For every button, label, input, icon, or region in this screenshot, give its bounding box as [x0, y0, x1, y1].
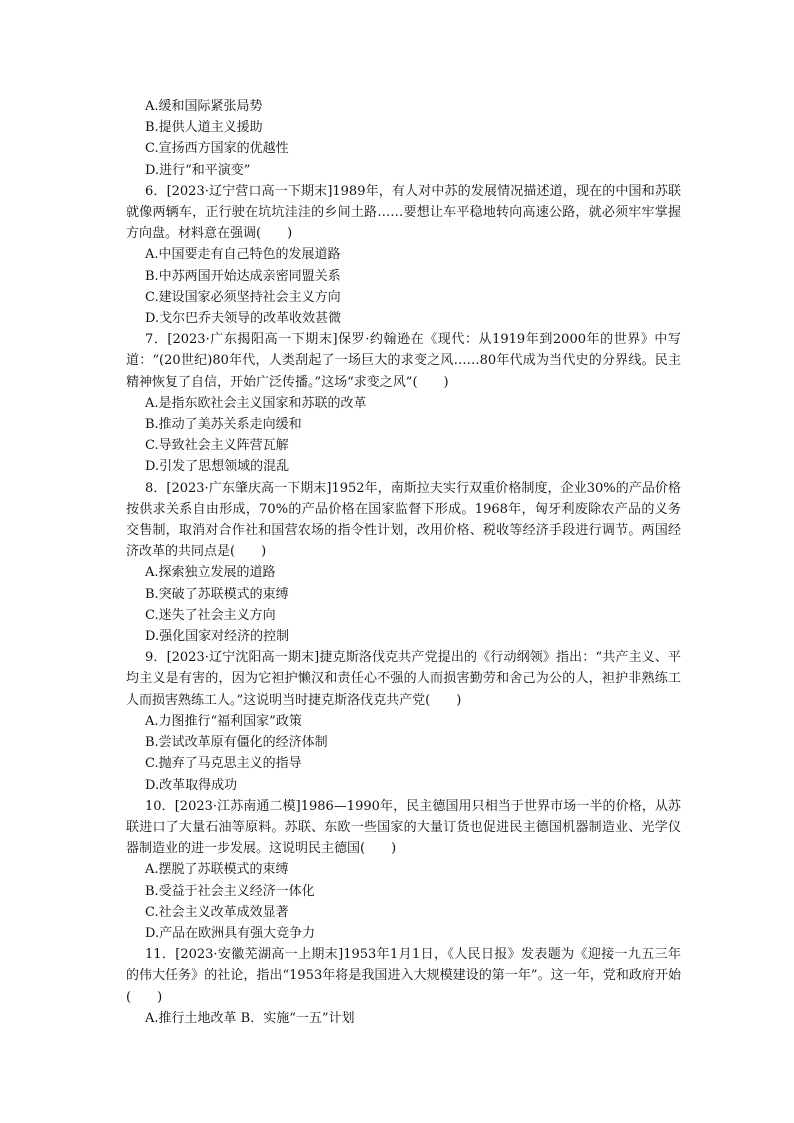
- question-10: [126, 796, 681, 944]
- option: A.是指东欧社会主义国家和苏联的改革: [145, 395, 367, 411]
- option: C.建设国家必须坚持社会主义方向: [145, 289, 341, 305]
- question-stem: 7．[2023·广东揭阳高一下期末]保罗·约翰逊在《现代：从1919年到2000年的世界》中写道：“(20世纪)80年代，人类刮起了一场巨大的求变之风……80年代成为当代史的分界线。民主精神恢复了自信，开始广泛传播。”这场“求变之风”( ): [126, 332, 681, 390]
- question-stem: 11．[2023·安徽芜湖高一上期末]1953年1月1日，《人民日报》发表题为《迎接一九五三年的伟大任务》的社论，指出“1953年将是我国进入大规模建设的第一年”。这一年，党和政府开始( ): [126, 947, 681, 1005]
- option: B.尝试改革原有僵化的经济体制: [145, 735, 328, 751]
- option: A.力图推行“福利国家”政策: [145, 713, 302, 729]
- question-7: [126, 329, 681, 477]
- option: D.改革取得成功: [145, 777, 238, 793]
- question-stem: 10．[2023·江苏南通二模]1986—1990年，民主德国用只相当于世界市场一半的价格，从苏联进口了大量石油等原料。苏联、东欧一些国家的大量订货也促进民主德国机器制造业、光学仪器制造业的进一步发展。这说明民主德国( ): [126, 798, 681, 857]
- question-9: [126, 647, 681, 795]
- option: D.引发了思想领域的混乱: [145, 459, 290, 475]
- option: B.中苏两国开始达成亲密同盟关系: [145, 268, 341, 284]
- option: C.社会主义改革成效显著: [145, 904, 289, 920]
- option: C.迷失了社会主义方向: [145, 607, 276, 623]
- question-5-options: [126, 96, 681, 181]
- option: B.受益于社会主义经济一体化: [145, 883, 315, 899]
- question-stem: 8．[2023·广东肇庆高一下期末]1952年，南斯拉夫实行双重价格制度，企业30%的产品价格按供求关系自由形成，70%的产品价格在国家监督下形成。1968年，匈牙利废除农产品的义务交售制，取消对合作社和国营农场的指令性计划，改用价格、税收等经济手段进行调节。两国经济改革的共同点是( ): [126, 480, 681, 560]
- question-stem: 6．[2023·辽宁营口高一下期末]1989年，有人对中苏的发展情况描述道，现在的中国和苏联就像两辆车，正行驶在坑坑洼洼的乡间土路……要想让车平稳地转向高速公路，就必须牢牢掌握方向盘。材料意在强调( ): [126, 183, 681, 242]
- option: B.突破了苏联模式的束缚: [145, 586, 289, 602]
- option: D.产品在欧洲具有强大竞争力: [145, 925, 316, 941]
- option: B.推动了美苏关系走向缓和: [145, 417, 302, 433]
- option: A.探索独立发展的道路: [145, 565, 276, 581]
- option: C.导致社会主义阵营瓦解: [145, 438, 289, 454]
- question-8: [126, 478, 681, 648]
- option: D.进行“和平演变”: [145, 162, 251, 178]
- option: A.缓和国际紧张局势: [145, 99, 263, 114]
- option: A.中国要走有自己特色的发展道路: [145, 247, 341, 263]
- option: A.摆脱了苏联模式的束缚: [145, 862, 289, 878]
- option: C.宣扬西方国家的优越性: [145, 141, 289, 157]
- question-11: [126, 944, 681, 1029]
- option: B.提供人道主义援助: [145, 120, 263, 136]
- option: A.推行土地改革 B．实施“一五”计划: [145, 1010, 355, 1026]
- option: C.抛弃了马克思主义的指导: [145, 756, 302, 772]
- question-6: [126, 181, 681, 329]
- question-list: [126, 96, 681, 1029]
- option: D.强化国家对经济的控制: [145, 629, 290, 645]
- option: D.戈尔巴乔夫领导的改革收效甚微: [145, 311, 342, 327]
- question-stem: 9．[2023·辽宁沈阳高一期末]捷克斯洛伐克共产党提出的《行动纲领》指出：“共产主义、平均主义是有害的，因为它袒护懒汉和责任心不强的人而损害勤劳和舍己为公的人，袒护非熟练工人而损害熟练工人。”这说明当时捷克斯洛伐克共产党( ): [126, 650, 681, 708]
